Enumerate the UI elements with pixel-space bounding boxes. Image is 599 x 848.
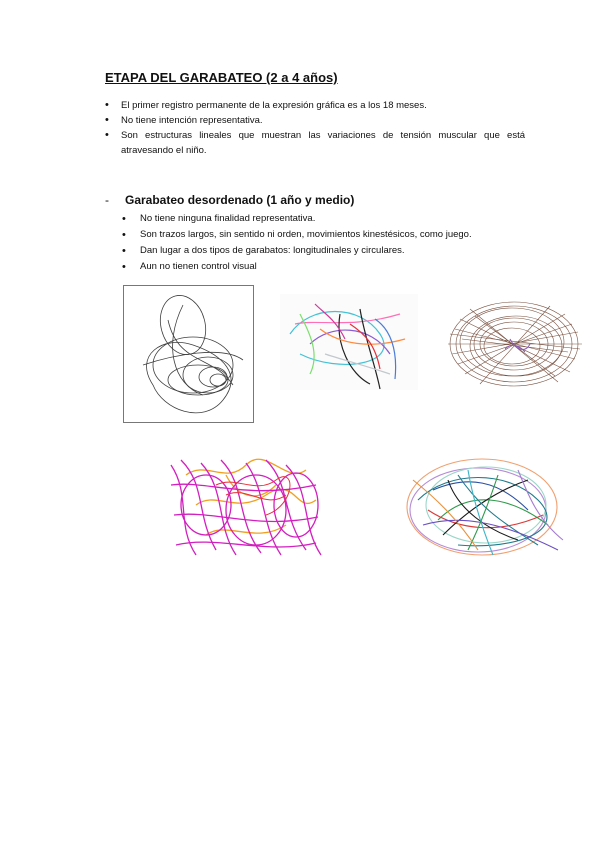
intro-bullet-list	[105, 98, 525, 158]
list-item: • Aun no tienen control visual	[122, 259, 472, 275]
scribble-image-magenta	[166, 455, 324, 561]
section-title: Garabateo desordenado (1 año y medio)	[125, 193, 355, 207]
page-title: ETAPA DEL GARABATEO (2 a 4 años)	[105, 70, 338, 85]
scribble-image-pencil	[123, 285, 254, 423]
list-item: • Son estructuras lineales que muestran las variaciones de tensión muscular que está atravesando el niño.	[105, 128, 525, 158]
list-item: • No tiene ninguna finalidad representativa.	[122, 211, 472, 227]
list-item: • No tiene intención representativa.	[105, 113, 525, 128]
section-bullet-list	[122, 211, 472, 275]
scribble-image-multicolor	[398, 450, 566, 565]
list-item: • Dan lugar a dos tipos de garabatos: longitudinales y circulares.	[122, 243, 472, 259]
list-item: • Son trazos largos, sin sentido ni orden, movimientos kinestésicos, como juego.	[122, 227, 472, 243]
scribble-image-colored-lines	[280, 294, 418, 390]
scribble-image-brown	[440, 294, 588, 396]
section-dash: -	[105, 193, 109, 207]
list-item: • El primer registro permanente de la expresión gráfica es a los 18 meses.	[105, 98, 525, 113]
